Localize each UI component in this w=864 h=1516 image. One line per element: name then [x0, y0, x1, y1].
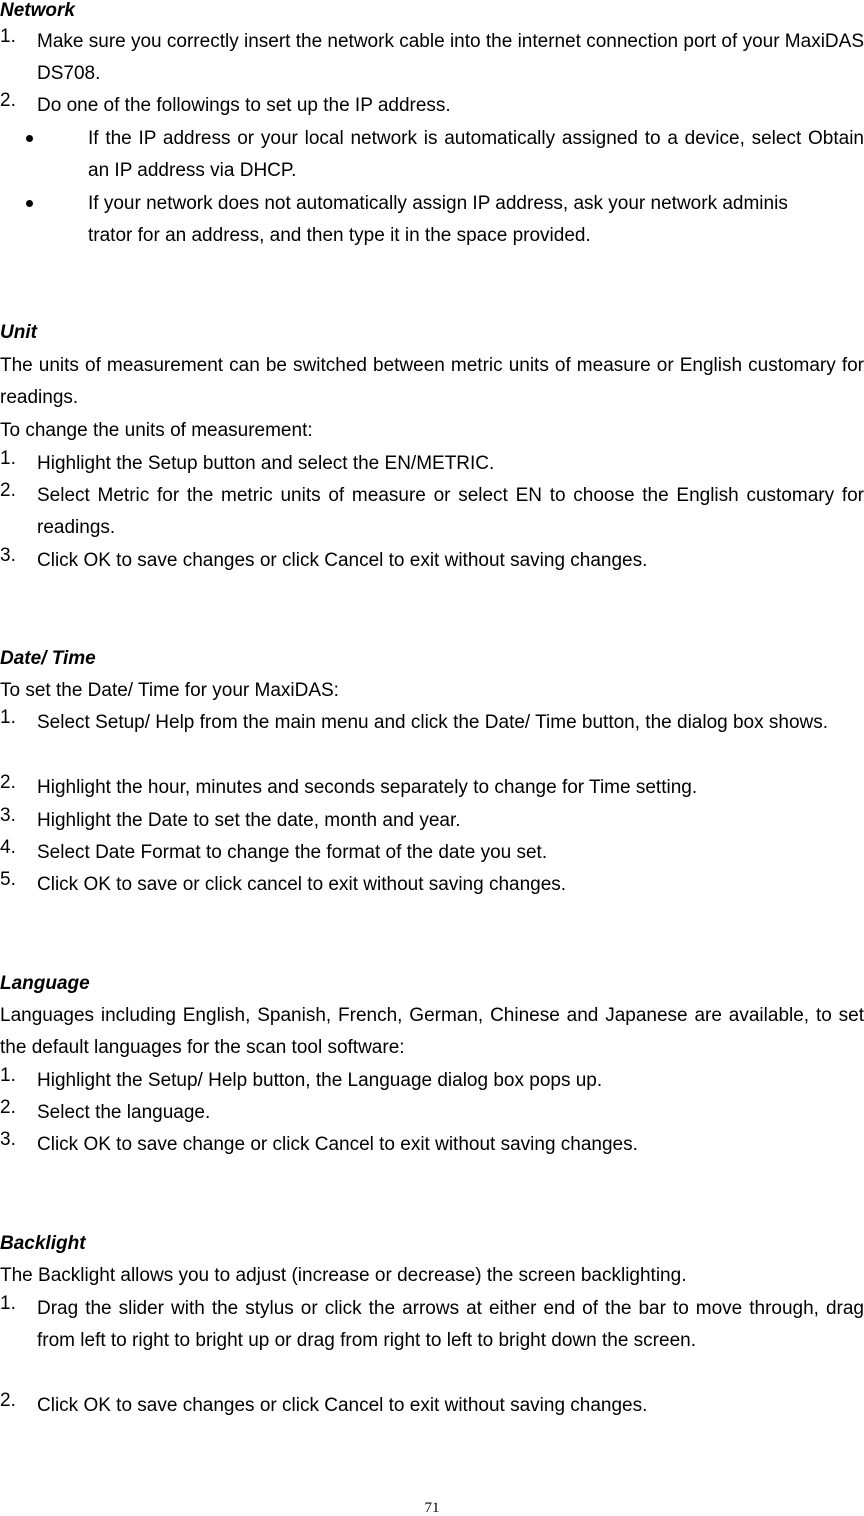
- section-intro: To set the Date/ Time for your MaxiDAS:: [0, 680, 339, 701]
- list-number: 2.: [0, 1390, 16, 1411]
- section-heading-date-time: Date/ Time: [0, 648, 96, 669]
- list-item-text: Select the language.: [37, 1102, 211, 1123]
- list-item: [0, 805, 864, 837]
- section-intro: To change the units of measurement:: [0, 420, 313, 441]
- list-number: 4.: [0, 837, 16, 858]
- list-item: [0, 707, 864, 739]
- list-item: [0, 837, 864, 869]
- section-heading-backlight: Backlight: [0, 1233, 86, 1254]
- list-item-text: Do one of the followings to set up the IP address.: [37, 95, 451, 116]
- list-item-text: Select Date Format to change the format of the date you set.: [37, 842, 548, 863]
- list-item: [0, 448, 864, 480]
- section-heading-unit: Unit: [0, 322, 37, 343]
- list-number: 2.: [0, 90, 16, 111]
- list-item-text: Select Metric for the metric units of measure or select EN to choose the English customary for readings.: [37, 485, 864, 538]
- bullet-icon: [26, 200, 33, 207]
- list-number: 2.: [0, 772, 16, 793]
- list-number: 1.: [0, 707, 16, 728]
- list-item: [0, 90, 864, 122]
- bullet-item-text: If the IP address or your local network is automatically assigned to a device, select Obtain an IP address via DHCP.: [88, 128, 864, 181]
- section-intro: The units of measurement can be switched between metric units of measure or English customary for readings.: [0, 355, 864, 408]
- list-item-text: Highlight the hour, minutes and seconds separately to change for Time setting.: [37, 777, 698, 798]
- list-item: [0, 869, 864, 901]
- list-number: 3.: [0, 805, 16, 826]
- list-item-text: Click OK to save changes or click Cancel to exit without saving changes.: [37, 550, 648, 571]
- list-item: [0, 772, 864, 804]
- bullet-item: [0, 188, 864, 252]
- list-item: [0, 1097, 864, 1129]
- list-item: [0, 1293, 864, 1357]
- list-number: 3.: [0, 1129, 16, 1150]
- list-item: [0, 480, 864, 544]
- list-number: 3.: [0, 545, 16, 566]
- list-number: 1.: [0, 448, 16, 469]
- list-number: 5.: [0, 869, 16, 890]
- bullet-item: [0, 123, 864, 187]
- list-item-text: Click OK to save change or click Cancel to exit without saving changes.: [37, 1134, 638, 1155]
- section-intro: Languages including English, Spanish, French, German, Chinese and Japanese are available, to set the default languages for the scan tool software:: [0, 1005, 864, 1058]
- list-item-text: Drag the slider with the stylus or click the arrows at either end of the bar to move through, drag from left to right to bright up or drag from right to left to bright down the screen.: [37, 1298, 864, 1351]
- list-item: [0, 1129, 864, 1161]
- list-item: [0, 1390, 864, 1422]
- section-intro: The Backlight allows you to adjust (increase or decrease) the screen backlighting.: [0, 1265, 687, 1286]
- list-item: [0, 26, 864, 90]
- list-number: 2.: [0, 1097, 16, 1118]
- list-number: 1.: [0, 1065, 16, 1086]
- page-number: 71: [424, 1500, 440, 1516]
- list-item: [0, 1065, 864, 1097]
- list-item: [0, 545, 864, 577]
- section-heading-network: Network: [0, 0, 75, 21]
- list-item-text: Select Setup/ Help from the main menu and click the Date/ Time button, the dialog box shows.: [37, 712, 829, 733]
- bullet-item-text: If your network does not automatically assign IP address, ask your network adminis trator for an address, and then type it in the space provided.: [88, 193, 788, 246]
- section-heading-language: Language: [0, 973, 90, 994]
- list-item-text: Highlight the Setup button and select the EN/METRIC.: [37, 453, 495, 474]
- list-number: 1.: [0, 26, 16, 47]
- list-number: 2.: [0, 480, 16, 501]
- list-item-text: Click OK to save changes or click Cancel to exit without saving changes.: [37, 1395, 648, 1416]
- list-item-text: Make sure you correctly insert the network cable into the internet connection port of your MaxiDAS DS708.: [37, 31, 864, 84]
- list-item-text: Highlight the Date to set the date, month and year.: [37, 810, 461, 831]
- list-item-text: Click OK to save or click cancel to exit without saving changes.: [37, 874, 567, 895]
- list-item-text: Highlight the Setup/ Help button, the Language dialog box pops up.: [37, 1070, 603, 1091]
- list-number: 1.: [0, 1293, 16, 1314]
- bullet-icon: [26, 135, 33, 142]
